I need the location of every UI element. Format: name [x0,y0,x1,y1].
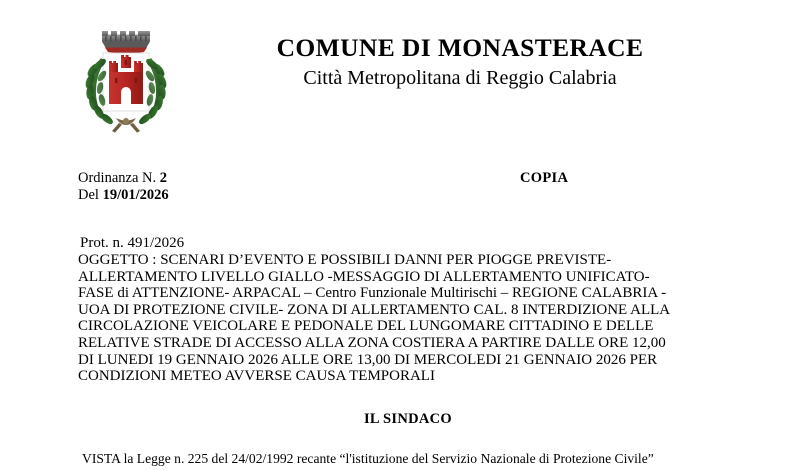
castle-shield-icon [103,53,149,111]
coat-of-arms-emblem [72,26,180,138]
subject-line: UOA DI PROTEZIONE CIVILE- ZONA DI ALLERTAMENTO CAL. 8 INTERDIZIONE ALLA [78,301,671,318]
page-subtitle: Città Metropolitana di Reggio Calabria [303,66,617,89]
ordinance-number-value: 2 [159,170,167,186]
header-title-group [180,34,740,90]
protocol-number: Prot. n. 491/2026 [80,235,185,251]
legal-reference-line: VISTA la Legge n. 225 del 24/02/1992 recante “l'istituzione del Servizio Nazionale di Protezione Civile” [82,451,654,466]
ordinance-meta-block [78,170,738,204]
subject-line: DI LUNEDI 19 GENNAIO 2026 ALLE ORE 13,00 DI MERCOLEDI 21 GENNAIO 2026 PER [78,351,658,368]
subject-line: OGGETTO : SCENARI D’EVENTO E POSSIBILI DANNI PER PIOGGE PREVISTE- [78,252,612,268]
document-header [0,0,800,150]
subject-line: CIRCOLAZIONE VEICOLARE E PEDONALE DEL LUNGOMARE CITTADINO E DELLE [78,318,654,335]
subject-line: FASE di ATTENZIONE- ARPACAL – Centro Funzionale Multirischi – REGIONE CALABRIA - [78,285,667,302]
ordinance-date-value: 19/01/2026 [102,187,169,203]
ordinance-number-label: Ordinanza N. [78,170,157,186]
subject-line: CONDIZIONI METEO AVVERSE CAUSA TEMPORALI [78,368,435,385]
wreath-tie-icon [112,118,140,133]
subject-line: RELATIVE STRADE DI ACCESSO ALLA ZONA COSTIERA A PARTIRE DALLE ORE 12,00 [78,334,666,351]
subject-line: ALLERTAMENTO LIVELLO GIALLO -MESSAGGIO DI ALLERTAMENTO UNIFICATO- [78,268,650,285]
ordinance-number-row [78,170,738,187]
copy-marker: COPIA [520,170,569,186]
page-title: COMUNE DI MONASTERACE [276,33,644,62]
mural-crown-icon [102,31,150,54]
ordinance-date-row [78,187,738,204]
ordinance-date-label: Del [78,187,99,203]
subject-block [78,252,744,385]
signature-heading: IL SINDACO [363,411,452,427]
